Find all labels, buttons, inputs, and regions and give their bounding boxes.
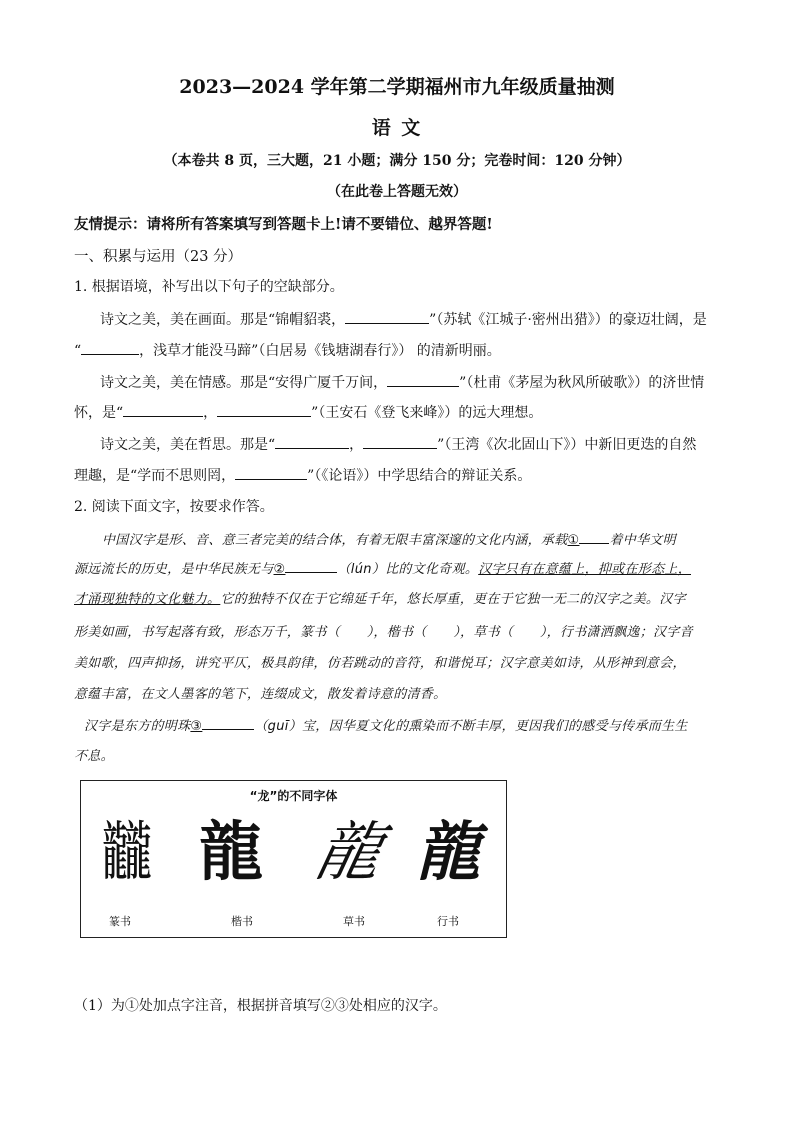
passage-line: 美如歌，四声抑扬，讲究平仄，极具韵律，仿若跳动的音符，和谐悦耳；汉字意美如诗，从形神到意会， bbox=[74, 656, 686, 671]
passage-line bbox=[74, 588, 686, 607]
passage-line: 意蕴丰富，在文人墨客的笔下，连缀成文，散发着诗意的清香。 bbox=[74, 687, 447, 702]
answer-blank[interactable] bbox=[579, 528, 609, 544]
q1-text: 诗文之美，美在情感。那是“安得广厦千万间， bbox=[100, 375, 388, 391]
answer-blank[interactable] bbox=[387, 371, 459, 387]
answer-blank[interactable] bbox=[235, 464, 307, 480]
passage-text: 源远流长的历史，是中华民族无与 bbox=[74, 562, 274, 577]
caption-running: 行书 bbox=[437, 915, 459, 928]
q1-text: ”（杜甫《茅屋为秋风所破歌》）的济世情 bbox=[459, 375, 705, 391]
exam-info: （本卷共 8 页，三大题，21 小题；满分 150 分；完卷时间：120 分钟） bbox=[163, 153, 631, 169]
passage-line bbox=[74, 557, 691, 577]
q1-text: 理趣，是“学而不思则罔， bbox=[74, 468, 236, 484]
caption-cursive: 草书 bbox=[343, 915, 365, 928]
q1-prompt: 1. 根据语境，补写出以下句子的空缺部分。 bbox=[74, 279, 344, 295]
answer-blank[interactable] bbox=[285, 557, 337, 573]
q1-text: ”（王安石《登飞来峰》）的远大理想。 bbox=[311, 405, 543, 421]
passage-text: 汉字是东方的明珠 bbox=[84, 719, 191, 734]
caption-seal: 篆书 bbox=[109, 915, 131, 928]
exam-title: 2023—2024 学年第二学期福州市九年级质量抽测 bbox=[179, 76, 615, 98]
passage-text: 它的独特不仅在于它绵延千年，悠长厚重，更在于它独一无二的汉字之美。汉字 bbox=[220, 592, 686, 607]
subject-title: 语 文 bbox=[371, 117, 423, 139]
sub-question-1: （1）为①处加点字注音，根据拼音填写②③处相应的汉字。 bbox=[74, 998, 447, 1014]
answer-blank[interactable] bbox=[363, 433, 437, 449]
invalid-note: （在此卷上答题无效） bbox=[327, 184, 467, 200]
glyph-seal: 龖 bbox=[101, 816, 153, 890]
q1-para3-line2 bbox=[74, 464, 531, 485]
answer-blank[interactable] bbox=[275, 433, 349, 449]
glyph-regular: 龍 bbox=[199, 815, 263, 890]
q1-para1-line1 bbox=[100, 308, 707, 329]
blank-mark-1: ① bbox=[567, 533, 580, 548]
q1-text: ， bbox=[349, 437, 364, 453]
q1-para2-line2 bbox=[74, 401, 542, 422]
answer-blank[interactable] bbox=[217, 401, 311, 417]
passage-text: （guī）宝，因华夏文化的熏染而不断丰厚，更因我们的感受与传承而生生 bbox=[254, 719, 688, 734]
underlined-sentence: 才涌现独特的文化魅力。 bbox=[74, 592, 221, 607]
passage-text: （lún）比的文化奇观。 bbox=[337, 562, 479, 577]
blank-mark-3: ③ bbox=[190, 719, 203, 734]
passage-line bbox=[84, 714, 688, 734]
friendly-tip: 友情提示：请将所有答案填写到答题卡上!请不要错位、越界答题! bbox=[74, 216, 493, 233]
answer-blank[interactable] bbox=[202, 714, 254, 730]
answer-blank[interactable] bbox=[123, 401, 203, 417]
q1-text: ”（《论语》）中学思结合的辩证关系。 bbox=[307, 468, 532, 484]
q1-text: ， bbox=[203, 405, 218, 421]
passage-text: 着中华文明 bbox=[609, 533, 676, 548]
section-title: 一、积累与运用（23 分） bbox=[74, 249, 243, 265]
q1-text: 诗文之美，美在哲思。那是“ bbox=[100, 437, 276, 453]
answer-blank[interactable] bbox=[345, 308, 429, 324]
q1-para1-line2 bbox=[74, 339, 501, 360]
blank-mark-2: ② bbox=[273, 562, 286, 577]
q1-text: 怀，是“ bbox=[74, 405, 124, 421]
answer-blank[interactable] bbox=[81, 339, 139, 355]
q1-text: “ bbox=[74, 343, 82, 359]
passage-text: 中国汉字是形、音、意三者完美的结合体，有着无限丰富深邃的文化内涵，承载 bbox=[102, 533, 568, 548]
q1-para3-line1 bbox=[100, 433, 696, 454]
glyph-running: 龍 bbox=[416, 816, 480, 890]
caption-regular: 楷书 bbox=[231, 915, 253, 928]
q1-text: ”（苏轼《江城子·密州出猎》）的豪迈壮阔，是 bbox=[429, 312, 707, 328]
q2-prompt: 2. 阅读下面文字，按要求作答。 bbox=[74, 499, 274, 515]
dragon-fonts-figure bbox=[80, 780, 507, 938]
figure-title: “龙”的不同字体 bbox=[249, 789, 338, 803]
glyph-cursive: 龍 bbox=[309, 816, 389, 890]
q1-text: ，浅草才能没马蹄”（白居易《钱塘湖春行》） 的清新明丽。 bbox=[139, 343, 501, 359]
passage-line: 形美如画，书写起落有致，形态万千，篆书（ ），楷书（ ），草书（ ），行书潇洒飘逸；汉字音 bbox=[74, 625, 693, 640]
passage-line: 不息。 bbox=[74, 749, 114, 764]
underlined-sentence: 汉字只有在意蕴上，抑或在形态上， bbox=[478, 562, 691, 577]
q1-para2-line1 bbox=[100, 371, 704, 392]
passage-line bbox=[102, 528, 676, 548]
q1-text: 诗文之美，美在画面。那是“锦帽貂裘， bbox=[100, 312, 346, 328]
q1-text: ”（王湾《次北固山下》）中新旧更迭的自然 bbox=[437, 437, 697, 453]
